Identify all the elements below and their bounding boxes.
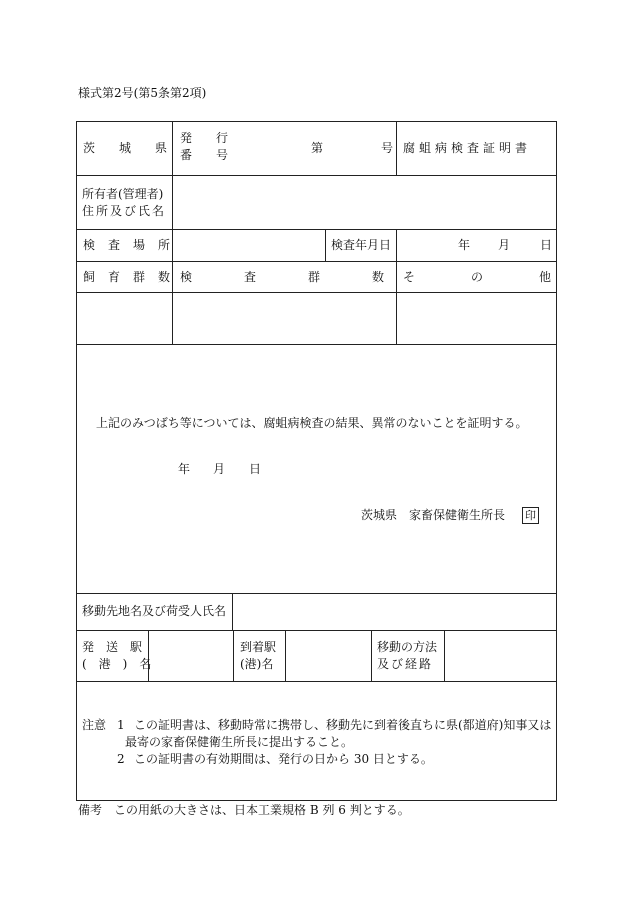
rule-row5 (76, 344, 557, 345)
col-divider-row3a (325, 229, 326, 261)
rule-row4 (76, 292, 557, 293)
issue-number-label-line2: 番 号 (180, 148, 229, 162)
col-divider-destination (232, 593, 233, 630)
table-bottom-border (76, 800, 557, 801)
table-right-border (556, 121, 557, 801)
cert-date-day: 日 (249, 462, 262, 476)
inspection-date-year: 年 (458, 238, 471, 252)
other-label: その他 (403, 270, 608, 284)
colonies-inspected-label: 検査群数 (180, 270, 437, 284)
table-left-border (76, 121, 77, 801)
issuer-name: 茨城県 家畜保健衛生所長 (361, 508, 506, 522)
arrival-station-label-line1: 到着駅 (240, 640, 277, 654)
issue-number-go: 号 (381, 141, 394, 155)
col-divider-row3b (396, 229, 397, 261)
owner-label-line2: 住所及び氏名 (82, 204, 167, 218)
seal-mark: 印 (522, 507, 539, 524)
departure-station-label-line2: ( 港 ) 名 (82, 657, 152, 671)
note-item1-line2: 最寄の家畜保健衛生所長に提出すること。 (125, 735, 354, 749)
inspection-place-text: 検査場所 (83, 238, 184, 252)
rule-row2 (76, 229, 557, 230)
inspection-place-label (83, 238, 184, 252)
rule-transport (76, 681, 557, 682)
col-divider-t3 (285, 630, 286, 681)
departure-station-label-line1: 発 送 駅 (82, 640, 143, 654)
remarks: 備考 この用紙の大きさは、日本工業規格 B 列 6 判とする。 (78, 803, 410, 817)
rule-row1 (76, 175, 557, 176)
certificate-title: 腐蛆病検査証明書 (403, 141, 532, 155)
cert-date-year: 年 (178, 462, 191, 476)
col-divider-t4 (371, 630, 372, 681)
table-top-border (76, 121, 557, 122)
arrival-station-label-line2: (港)名 (240, 657, 274, 671)
col-divider-t1 (148, 630, 149, 681)
col-divider-left (172, 121, 173, 345)
col-divider-row1 (396, 121, 397, 175)
issue-number-dai: 第 (311, 141, 324, 155)
certification-statement: 上記のみつばち等については、腐蛆病検査の結果、異常のないことを証明する。 (96, 416, 528, 430)
transport-method-label-line1: 移動の方法 (377, 640, 438, 654)
col-divider-t2 (233, 630, 234, 681)
colonies-kept-label: 飼育群数 (83, 270, 184, 284)
note-item1-line1: この証明書は、移動時常に携帯し、移動先に到着後直ちに県(都道府)知事又は (134, 718, 552, 732)
destination-label: 移動先地名及び荷受人氏名 (82, 604, 227, 618)
inspection-date-label: 検査年月日 (331, 238, 392, 252)
rule-cert (76, 593, 557, 594)
note-item1-number: 1 (117, 718, 125, 732)
transport-method-label-line2: 及び経路 (377, 657, 434, 671)
form-number: 様式第2号(第5条第2項) (78, 86, 207, 100)
inspection-date-day: 日 (540, 238, 553, 252)
note-label: 注意 (82, 718, 107, 732)
rule-row3 (76, 261, 557, 262)
issue-number-label-line1: 発 行 (180, 131, 229, 145)
owner-label-line1: 所有者(管理者) (82, 187, 164, 201)
note-item2-text: この証明書の有効期間は、発行の日から 30 日とする。 (134, 752, 433, 766)
prefecture-label: 茨 城 県 (83, 141, 168, 155)
cert-date-month: 月 (213, 462, 226, 476)
col-divider-t5 (444, 630, 445, 681)
note-item2-number: 2 (117, 752, 125, 766)
inspection-date-month: 月 (498, 238, 511, 252)
